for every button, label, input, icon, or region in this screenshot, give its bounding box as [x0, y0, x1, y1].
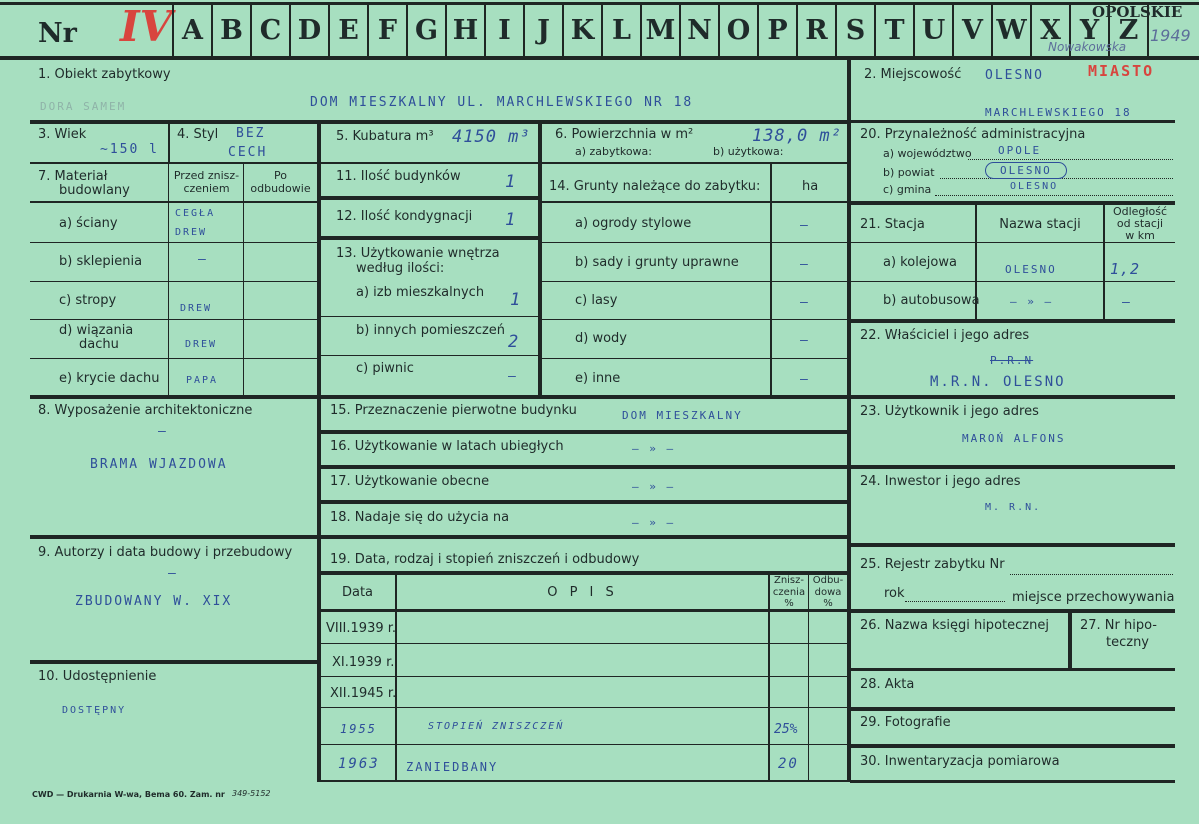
- field-9-value: ZBUDOWANY W. XIX: [75, 594, 233, 609]
- field-19-label: 19. Data, rodzaj i stopień zniszczeń i odbudowy: [330, 552, 640, 567]
- field-30-label: 30. Inwentaryzacja pomiarowa: [860, 754, 1060, 769]
- field-13-label-2: według ilości:: [356, 261, 445, 276]
- field-27-label-2: teczny: [1106, 635, 1149, 650]
- signature: Nowakowska: [1048, 40, 1127, 54]
- index-letter: E: [330, 4, 369, 56]
- field-13-c-value: —: [508, 369, 518, 384]
- field-7-row-value-2: DREW: [175, 227, 208, 238]
- field-7-row-label: d) wiązania: [59, 323, 134, 338]
- region-stamp: OPOLSKIE: [1092, 3, 1183, 21]
- field-22-label: 22. Właściciel i jego adres: [860, 328, 1030, 343]
- field-24-label: 24. Inwestor i jego adres: [860, 474, 1021, 489]
- index-letter: W: [993, 4, 1032, 56]
- field-7-label-2: budowlany: [59, 183, 130, 198]
- field-6-value: 138,0 m²: [752, 126, 842, 146]
- scribble-note: 1949: [1150, 26, 1191, 45]
- field-19-row-damage: 25%: [774, 722, 798, 737]
- roman-numeral: IV: [120, 2, 173, 51]
- field-7-row-value: DREW: [180, 303, 213, 314]
- index-letter: J: [525, 4, 564, 56]
- field-29-label: 29. Fotografie: [860, 715, 951, 730]
- field-13-label-1: 13. Użytkowanie wnętrza: [336, 246, 500, 261]
- field-7-col-before-1: Przed znisz-: [173, 169, 240, 182]
- field-21-label: 21. Stacja: [860, 217, 925, 232]
- field-14-row-value: —: [800, 218, 810, 233]
- field-14-unit: ha: [802, 179, 819, 194]
- field-7-row-label: a) ściany: [59, 216, 118, 231]
- index-letter: M: [642, 4, 681, 56]
- field-6-a: a) zabytkowa:: [575, 145, 652, 158]
- field-14-row-value: —: [800, 333, 810, 348]
- field-22-crossed: P.R.N: [990, 354, 1034, 367]
- field-7-row-value: —: [198, 252, 208, 267]
- field-26-label: 26. Nazwa księgi hipotecznej: [860, 618, 1049, 633]
- field-21-col-dist-1: Odległość: [1112, 205, 1168, 218]
- field-21-col-dist-3: w km: [1125, 229, 1155, 242]
- index-letter: C: [252, 4, 291, 56]
- field-9-label: 9. Autorzy i data budowy i przebudowy: [38, 545, 293, 560]
- field-20-a-label: a) województwo: [883, 147, 972, 160]
- field-2-label: 2. Miejscowość: [864, 67, 962, 82]
- field-21-a-label: a) kolejowa: [883, 255, 957, 270]
- index-letter: N: [681, 4, 720, 56]
- field-11-label: 11. Ilość budynków: [336, 169, 461, 184]
- field-4-value-2: CECH: [228, 145, 268, 160]
- field-19-col-rebuild-2: dowa: [814, 587, 842, 598]
- field-20-label: 20. Przynależność administracyjna: [860, 127, 1086, 142]
- field-13-a-label: a) izb mieszkalnych: [356, 285, 485, 300]
- index-letter: U: [915, 4, 954, 56]
- field-1-value: DOM MIESZKALNY UL. MARCHLEWSKIEGO NR 18: [310, 95, 694, 110]
- field-19-col-damage-1: Znisz-: [773, 575, 805, 586]
- field-12-label: 12. Ilość kondygnacji: [336, 209, 473, 224]
- field-24-value: M. R.N.: [985, 502, 1042, 513]
- field-21-col-dist-2: od stacji: [1116, 217, 1164, 230]
- field-27-label-1: 27. Nr hipo-: [1080, 618, 1157, 633]
- field-14-row-label: a) ogrody stylowe: [575, 216, 692, 231]
- field-22-value: M.R.N. OLESNO: [930, 374, 1066, 390]
- field-19-col-description: O P I S: [547, 585, 618, 600]
- field-18-label: 18. Nadaje się do użycia na: [330, 510, 510, 525]
- field-7-row-label: e) krycie dachu: [59, 371, 160, 386]
- field-19-row-date: XI.1939 r.: [332, 655, 395, 670]
- index-letter: Z: [1110, 4, 1149, 56]
- field-6-label: 6. Powierzchnia w m²: [555, 127, 694, 142]
- field-8-value: BRAMA WJAZDOWA: [90, 457, 228, 472]
- field-4-label: 4. Styl: [177, 127, 219, 142]
- field-3-label: 3. Wiek: [38, 127, 87, 142]
- index-letter: F: [369, 4, 408, 56]
- field-12-value: 1: [505, 210, 517, 230]
- field-8-label: 8. Wyposażenie architektoniczne: [38, 403, 253, 418]
- field-21-a-distance: 1,2: [1110, 260, 1141, 278]
- field-13-c-label: c) piwnic: [356, 361, 414, 376]
- field-14-row-value: —: [800, 295, 810, 310]
- field-7-row-value: CEGŁA: [175, 208, 216, 219]
- field-4-value-1: BEZ: [236, 126, 266, 141]
- field-21-a-name: OLESNO: [1005, 263, 1057, 276]
- field-19-row-date: XII.1945 r.: [330, 686, 397, 701]
- field-15-label: 15. Przeznaczenie pierwotne budynku: [330, 403, 577, 418]
- field-19-col-rebuild-3: %: [823, 598, 833, 609]
- field-19-row-description: ZANIEDBANY: [406, 760, 499, 774]
- field-20-b-value: OLESNO: [985, 162, 1067, 179]
- field-1-faded-stamp: DORA SAMEM: [40, 100, 127, 113]
- field-9-dash: —: [168, 566, 178, 581]
- field-15-value: DOM MIESZKALNY: [622, 409, 743, 422]
- field-5-value: 4150 m³: [452, 127, 531, 147]
- field-14-label: 14. Grunty należące do zabytku:: [549, 179, 761, 194]
- field-2-value: OLESNO: [985, 68, 1044, 83]
- index-letter: K: [564, 4, 603, 56]
- footer-order-number: 349-5152: [232, 789, 271, 798]
- field-1-label: 1. Obiekt zabytkowy: [38, 67, 171, 82]
- field-19-row-description: STOPIEŃ ZNISZCZEŃ: [428, 721, 565, 732]
- index-letter: P: [759, 4, 798, 56]
- field-7-col-before-2: czeniem: [183, 182, 230, 195]
- field-19-col-date: Data: [341, 585, 374, 600]
- field-16-value: — » —: [632, 442, 676, 455]
- field-23-value: MAROŃ ALFONS: [962, 432, 1066, 445]
- field-14-row-value: —: [800, 372, 810, 387]
- field-14-row-label: c) lasy: [575, 293, 618, 308]
- index-letter: G: [408, 4, 447, 56]
- index-letter: L: [603, 4, 642, 56]
- field-10-value: DOSTĘPNY: [62, 705, 127, 716]
- field-8-dash: —: [158, 424, 168, 439]
- field-14-row-label: b) sady i grunty uprawne: [575, 255, 739, 270]
- index-letter: I: [486, 4, 525, 56]
- nr-label: Nr: [38, 18, 77, 49]
- field-7-row-label: b) sklepienia: [59, 254, 143, 269]
- index-letter: D: [291, 4, 330, 56]
- field-6-b: b) użytkowa:: [713, 145, 784, 158]
- field-20-b-label: b) powiat: [883, 166, 935, 179]
- field-21-col-name: Nazwa stacji: [999, 217, 1081, 232]
- field-2-stamp: MIASTO: [1088, 62, 1155, 80]
- field-7-row-label: c) stropy: [59, 293, 117, 308]
- field-19-row-date: 1955: [340, 722, 377, 736]
- index-letter: S: [837, 4, 876, 56]
- field-19-row-date: 1963: [338, 756, 380, 772]
- field-5-label: 5. Kubatura m³: [336, 129, 434, 144]
- index-letters: [174, 4, 1149, 56]
- index-letter: A: [174, 4, 213, 56]
- field-20-c-value: OLESNO: [1010, 181, 1059, 192]
- field-11-value: 1: [505, 172, 517, 192]
- field-7-row-value: PAPA: [186, 375, 219, 386]
- index-letter: R: [798, 4, 837, 56]
- index-letter: V: [954, 4, 993, 56]
- field-25-label: 25. Rejestr zabytku Nr: [860, 557, 1005, 572]
- field-7-row-value: DREW: [185, 339, 218, 350]
- field-23-label: 23. Użytkownik i jego adres: [860, 404, 1039, 419]
- field-13-a-value: 1: [510, 290, 522, 310]
- field-19-col-damage-2: czenia: [772, 587, 806, 598]
- field-21-b-label: b) autobusowa: [883, 293, 980, 308]
- field-19-col-rebuild-1: Odbu-: [812, 575, 844, 586]
- field-13-b-value: 2: [508, 332, 520, 352]
- index-letter: O: [720, 4, 759, 56]
- index-letter: Y: [1071, 4, 1110, 56]
- field-25-place-label: miejsce przechowywania: [1012, 590, 1175, 605]
- index-letter: T: [876, 4, 915, 56]
- field-17-label: 17. Użytkowanie obecne: [330, 474, 490, 489]
- field-25-year-label: rok: [884, 586, 905, 601]
- field-7-label-1: 7. Materiał: [38, 169, 108, 184]
- field-19-row-damage: 20: [778, 756, 799, 772]
- field-20-a-value: OPOLE: [998, 144, 1042, 157]
- field-10-label: 10. Udostępnienie: [38, 669, 157, 684]
- field-20-c-label: c) gmina: [883, 183, 932, 196]
- field-7-row-label-2: dachu: [79, 337, 119, 352]
- index-letter: X: [1032, 4, 1071, 56]
- field-14-row-value: —: [800, 257, 810, 272]
- index-letter: B: [213, 4, 252, 56]
- field-13-b-label: b) innych pomieszczeń: [356, 323, 506, 338]
- field-3-value: ~150 l: [100, 142, 159, 157]
- field-16-label: 16. Użytkowanie w latach ubiegłych: [330, 439, 564, 454]
- field-18-value: — » —: [632, 516, 676, 529]
- footer-printer-text: CWD — Drukarnia W-wa, Bema 60. Zam. nr: [32, 790, 225, 799]
- field-17-value: — » —: [632, 480, 676, 493]
- field-19-row-date: VIII.1939 r.: [326, 621, 397, 636]
- field-2-address: MARCHLEWSKIEGO 18: [985, 106, 1132, 119]
- field-19-col-damage-3: %: [784, 598, 794, 609]
- field-21-b-distance: —: [1122, 295, 1132, 310]
- field-7-col-after-2: odbudowie: [250, 182, 311, 195]
- index-letter: H: [447, 4, 486, 56]
- field-14-row-label: e) inne: [575, 371, 621, 386]
- field-28-label: 28. Akta: [860, 677, 915, 692]
- field-14-row-label: d) wody: [575, 331, 627, 346]
- field-21-b-name: — » —: [1010, 295, 1054, 308]
- field-7-col-after-1: Po: [274, 169, 287, 182]
